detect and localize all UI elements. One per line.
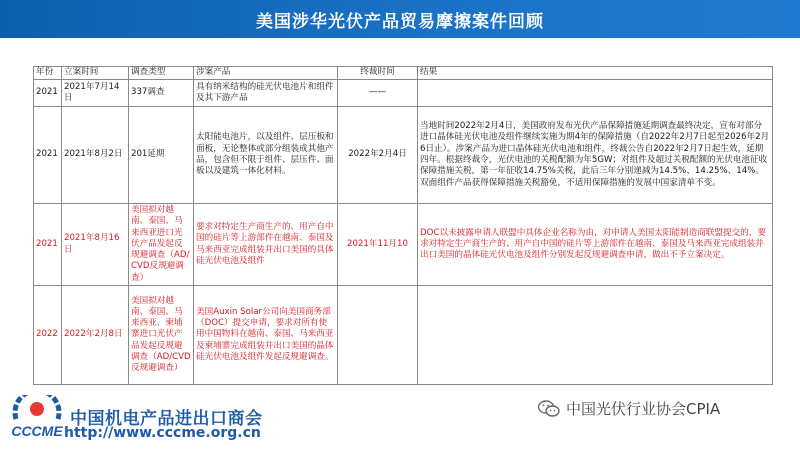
wechat-icon <box>538 400 560 418</box>
cell-filed: 2022年2月8日 <box>62 286 129 385</box>
table-row <box>34 204 773 286</box>
cell-type: 337调查 <box>129 80 194 107</box>
cell-year: 2021 <box>34 107 62 204</box>
logo-url: http://www.cccme.org.cn <box>64 425 261 441</box>
cell-year: 2021 <box>34 80 62 107</box>
cell-filed: 2021年8月16日 <box>62 204 129 286</box>
header-year: 年份 <box>34 67 62 80</box>
cell-result <box>418 286 773 385</box>
cell-product: 太阳能电池片，以及组件、层压板和面板，无论整体或部分组装成其他产品，包含但不限于组件、层压件、面板以及建筑一体化材料。 <box>194 107 338 204</box>
table-header-row <box>34 67 773 80</box>
cell-year: 2022 <box>34 286 62 385</box>
cccme-logo <box>8 395 66 445</box>
table-row <box>34 286 773 385</box>
table-row <box>34 80 773 107</box>
logo-badge: CCCME <box>11 423 63 439</box>
header-bar <box>0 0 800 38</box>
header-filed: 立案时间 <box>62 67 129 80</box>
header-type: 调查类型 <box>129 67 194 80</box>
cell-type: 美国拟对越南、泰国、马来西亚、柬埔寨进口光伏产品发起反规避调查（AD/CVD反规避调查） <box>129 286 194 385</box>
header-result: 结果 <box>418 67 773 80</box>
case-table <box>33 66 772 374</box>
header-final: 终裁时间 <box>338 67 418 80</box>
cell-product: 美国Auxin Solar公司向美国商务部（DOC）提交申请，要求对所有使用中国物料在越南、泰国、马来西亚及柬埔寨完成组装并出口美国的晶体硅光伏电池及组件发起反规避调查。 <box>194 286 338 385</box>
wechat-watermark <box>538 398 720 419</box>
cell-final: 2022年2月4日 <box>338 107 418 204</box>
cell-year: 2021 <box>34 204 62 286</box>
cell-result: 当地时间2022年2月4日，美国政府发布光伏产品保障措施延期调查最终决定，宣布对部分进口晶体硅光伏电池及组件继续实施为期4年的保障措施（自2022年2月7日起至2026年2月6日止）。涉案产品为进口晶体硅光伏电池和组件，终裁公告自2022年2月7日起生效，延期四年。根据终裁令，光伏电池的关税配额为年5GW；对组件及超过关税配额的光伏电池征收保障措施关税，第一年征收14.75%关税，此后三年分别递减为14.5%、14.25%、14%。双面组件产品获得保障措施关税豁免，不适用保障措施的发展中国家清单不变。 <box>418 107 773 204</box>
cell-product: 要求对特定生产商生产的、用产自中国的硅片等上游部件在越南、泰国及马来西亚完成组装并出口美国的具体硅光伏电池及组件 <box>194 204 338 286</box>
cell-product: 具有纳米结构的硅光伏电池片和组件及其下游产品 <box>194 80 338 107</box>
logo-text: 中国机电产品进出口商会 <box>70 409 263 429</box>
cell-final: —— <box>338 80 418 107</box>
page-title: 美国涉华光伏产品贸易摩擦案件回顾 <box>256 11 544 32</box>
cases-table <box>33 66 773 385</box>
cell-result <box>418 80 773 107</box>
cell-final: 2021年11月10 <box>338 204 418 286</box>
cell-type: 美国拟对越南、泰国、马来西亚进口光伏产品发起反规避调查（AD/CVD反规避调查） <box>129 204 194 286</box>
cell-filed: 2021年8月2日 <box>62 107 129 204</box>
cell-result: DOC以未披露申请人联盟中具体企业名称为由，对申请人美国太阳能制造商联盟提交的，要求对特定生产商生产的、用产自中国的硅片等上游部件在越南、泰国及马来西亚完成组装并出口美国的晶体硅光伏电池及组件分别发起反规避调查申请，做出不予立案决定。 <box>418 204 773 286</box>
cell-filed: 2021年7月14日 <box>62 80 129 107</box>
header-product: 涉案产品 <box>194 67 338 80</box>
cell-type: 201延期 <box>129 107 194 204</box>
cell-final <box>338 286 418 385</box>
table-row <box>34 107 773 204</box>
wechat-label: 中国光伏行业协会CPIA <box>566 400 721 418</box>
